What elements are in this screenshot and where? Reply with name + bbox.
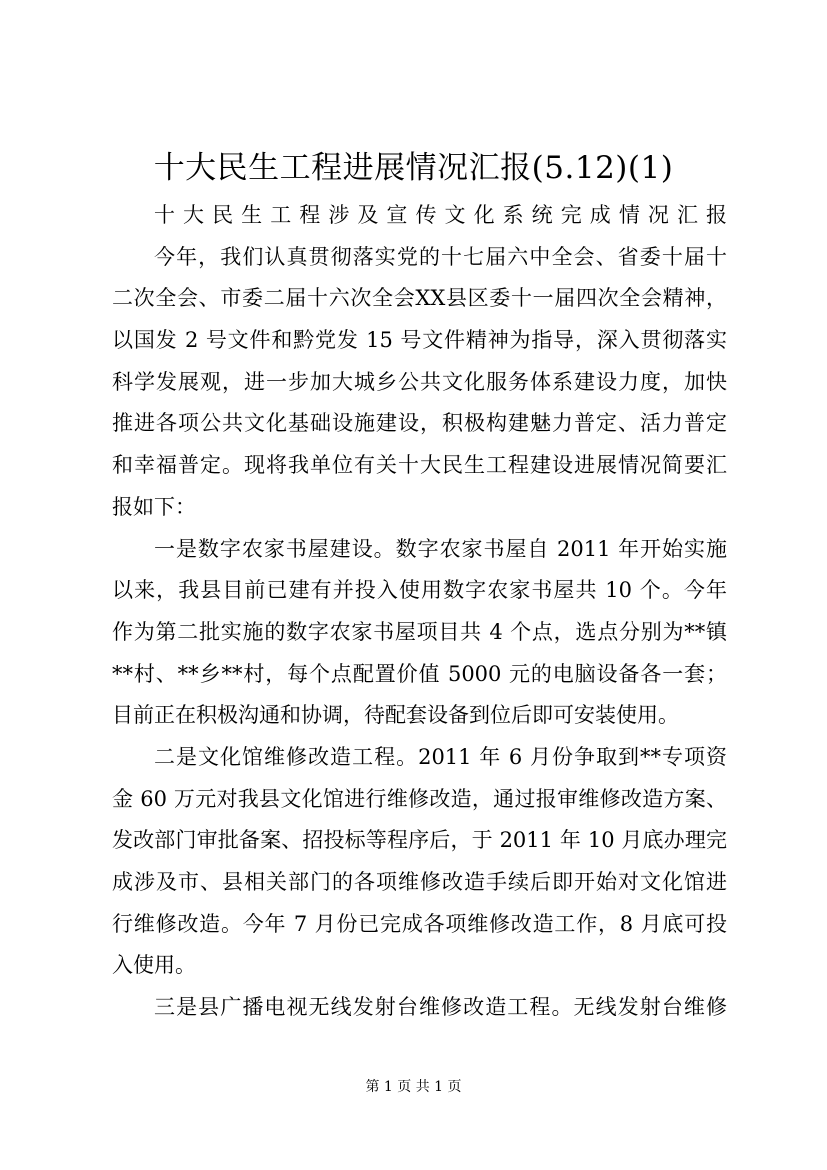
- paragraph-line: 金 60 万元对我县文化馆进行维修改造，通过报审维修改造方案、: [112, 786, 727, 811]
- paragraph-line: 和幸福普定。现将我单位有关十大民生工程建设进展情况简要汇: [112, 453, 727, 478]
- document-title: 十大民生工程进展情况汇报(5.12)(1): [153, 150, 674, 186]
- paragraph-line: 三是县广播电视无线发射台维修改造工程。无线发射台维修: [154, 995, 727, 1020]
- document-body: [112, 195, 727, 1029]
- paragraph-line: 报如下：: [112, 494, 196, 519]
- paragraph-line: 行维修改造。今年 7 月份已完成各项维修改造工作，8 月底可投: [112, 911, 727, 936]
- paragraph-line: 今年，我们认真贯彻落实党的十七届六中全会、省委十届十: [154, 244, 727, 269]
- paragraph-line: **村、**乡**村，每个点配置价值 5000 元的电脑设备各一套；: [112, 661, 727, 686]
- paragraph-line: 发改部门审批备案、招投标等程序后，于 2011 年 10 月底办理完: [112, 828, 727, 853]
- paragraph-line: 成涉及市、县相关部门的各项维修改造手续后即开始对文化馆进: [112, 870, 727, 894]
- page-footer: 第 1 页 共 1 页: [365, 1079, 462, 1095]
- paragraph-line: 推进各项公共文化基础设施建设，积极构建魅力普定、活力普定: [112, 411, 727, 436]
- paragraph-line: 作为第二批实施的数字农家书屋项目共 4 个点，选点分别为**镇: [112, 619, 727, 644]
- paragraph-line: 科学发展观，进一步加大城乡公共文化服务体系建设力度，加快: [112, 369, 727, 394]
- paragraph-line: 二次全会、市委二届十六次全会XX县区委十一届四次全会精神，: [112, 286, 727, 311]
- paragraph-line: 以国发 2 号文件和黔党发 15 号文件精神为指导，深入贯彻落实: [112, 328, 727, 353]
- paragraph-line: 入使用。: [112, 953, 196, 978]
- paragraph-line: 目前正在积极沟通和协调，待配套设备到位后即可安装使用。: [112, 703, 679, 728]
- paragraph-line: 一是数字农家书屋建设。数字农家书屋自 2011 年开始实施: [154, 536, 727, 561]
- paragraph-line: 二是文化馆维修改造工程。2011 年 6 月份争取到**专项资: [154, 744, 727, 769]
- subtitle-line: 十大民生工程涉及宣传文化系统完成情况汇报: [154, 203, 727, 227]
- paragraph-line: 以来，我县目前已建有并投入使用数字农家书屋共 10 个。今年: [112, 578, 727, 603]
